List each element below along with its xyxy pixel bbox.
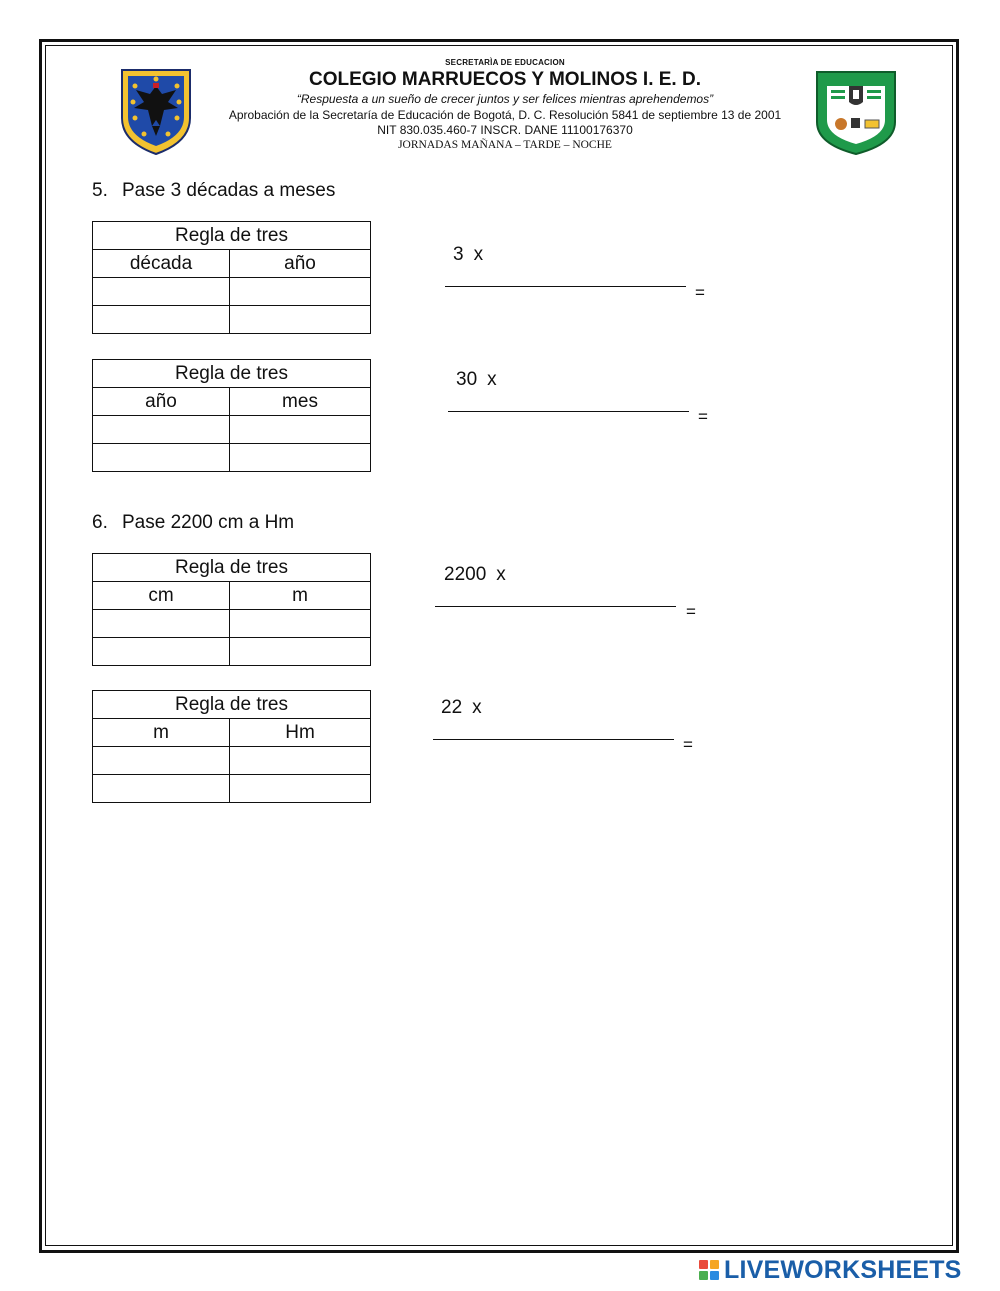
answer-cell[interactable] [230,775,371,803]
times-sign: x [487,369,497,390]
operand-value: 30 [456,369,478,390]
question-text: Pase 2200 cm a Hm [122,512,295,533]
question-5 [92,180,335,202]
times-sign: x [473,244,484,265]
operation-numerator [441,697,482,719]
brand-text: LIVEWORKSHEETS [724,1255,962,1284]
table-title: Regla de tres [93,360,371,388]
operation-numerator [444,564,506,586]
column-header: década [93,250,230,278]
column-header: cm [93,582,230,610]
answer-cell[interactable] [93,444,230,472]
answer-cell[interactable] [93,416,230,444]
bogota-coat-of-arms-icon [118,66,194,156]
column-header: m [93,719,230,747]
column-header: año [230,250,371,278]
answer-cell[interactable] [230,638,371,666]
operand-value: 22 [441,697,463,718]
answer-cell[interactable] [93,638,230,666]
answer-cell[interactable] [230,306,371,334]
nit-line: NIT 830.035.460-7 INSCR. DANE 11100176370 [377,123,633,138]
question-text: Pase 3 décadas a meses [122,180,336,201]
secretaria-label: SECRETARÌA DE EDUCACION [445,58,565,67]
answer-cell[interactable] [230,278,371,306]
column-header: m [230,582,371,610]
school-motto: “Respuesta a un sueño de crecer juntos y ser felices mientras aprehendemos” [296,92,714,107]
table-title: Regla de tres [93,222,371,250]
column-header: año [93,388,230,416]
column-header: mes [230,388,371,416]
fraction-line [445,286,686,287]
equals-sign: = [698,407,708,426]
rule-of-three-table [92,221,371,334]
answer-cell[interactable] [230,747,371,775]
equals-sign: = [686,602,696,621]
table-title: Regla de tres [93,554,371,582]
approval-line: Aprobación de la Secretaría de Educación de Bogotá, D. C. Resolución 5841 de septiembre 13 de 2001 [228,107,782,122]
operation-numerator [456,369,497,391]
table-title: Regla de tres [93,691,371,719]
question-number: 5. [92,180,108,201]
operand-value: 3 [453,244,464,265]
answer-cell[interactable] [230,444,371,472]
fraction-line [448,411,689,412]
fraction-line [435,606,676,607]
times-sign: x [472,697,482,718]
school-name: COLEGIO MARRUECOS Y MOLINOS I. E. D. [308,68,701,90]
liveworksheets-brand [699,1256,962,1284]
jornadas-line: JORNADAS MAÑANA – TARDE – NOCHE [398,138,612,151]
answer-cell[interactable] [230,610,371,638]
answer-cell[interactable] [93,747,230,775]
school-header [190,58,820,152]
operation-numerator [453,244,483,266]
equals-sign: = [683,735,693,754]
column-header: Hm [230,719,371,747]
equals-sign: = [695,283,705,302]
liveworksheets-logo-icon [699,1260,719,1280]
times-sign: x [496,564,506,585]
rule-of-three-table [92,359,371,472]
answer-cell[interactable] [230,416,371,444]
answer-cell[interactable] [93,610,230,638]
answer-cell[interactable] [93,278,230,306]
answer-cell[interactable] [93,306,230,334]
answer-cell[interactable] [93,775,230,803]
fraction-line [433,739,674,740]
question-number: 6. [92,512,108,533]
rule-of-three-table [92,690,371,803]
question-6 [92,512,294,534]
operand-value: 2200 [444,564,487,585]
rule-of-three-table [92,553,371,666]
school-crest-icon [813,66,899,156]
